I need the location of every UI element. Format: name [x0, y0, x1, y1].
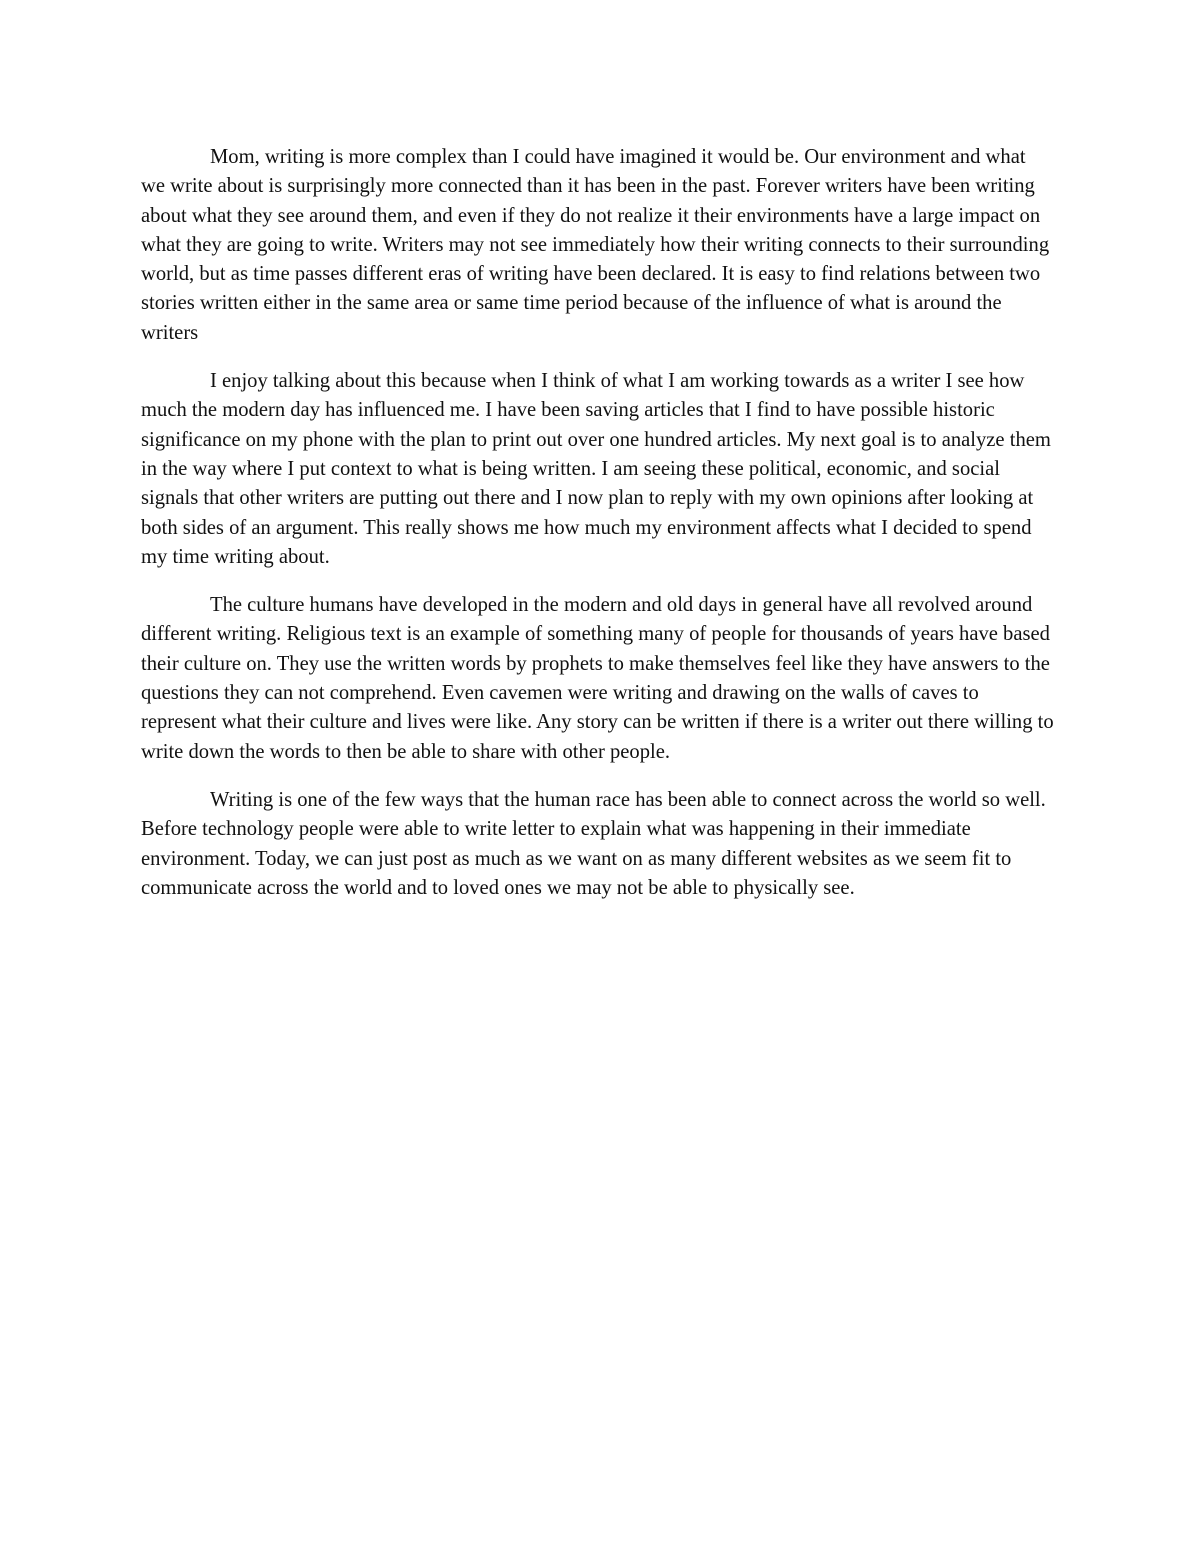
- paragraph-4: Writing is one of the few ways that the human race has been able to connect across the world so well. Before technology people were able to write letter to explain what was happening in their immediate environment. Today, we can just post as much as we want on as many different websites as we seem fit to communicate across the world and to loved ones we may not be able to physically see.: [141, 788, 1046, 899]
- paragraph-1: Mom, writing is more complex than I could have imagined it would be. Our environment and what we write about is surprisingly more connected than it has been in the past. Forever writers have been writing about what they see around them, and even if they do not realize it their environments have a large impact on what they are going to write. Writers may not see immediately how their writing connects to their surrounding world, but as time passes different eras of writing have been declared. It is easy to find relations between two stories written either in the same area or same time period because of the influence of what is around the writers: [141, 146, 1050, 344]
- paragraph-2: I enjoy talking about this because when I think of what I am working towards as a writer I see how much the modern day has influenced me. I have been saving articles that I find to have possible historic significance on my phone with the plan to print out over one hundred articles. My next goal is to analyze them in the way where I put context to what is being written. I am seeing these political, economic, and social signals that other writers are putting out there and I now plan to reply with my own opinions after looking at both sides of an argument. This really shows me how much my environment affects what I decided to spend my time writing about.: [141, 370, 1051, 568]
- paragraph-3: The culture humans have developed in the modern and old days in general have all revolved around different writing. Religious text is an example of something many of people for thousands of years have based their culture on. They use the written words by prophets to make themselves feel like they have answers to the questions they can not comprehend. Even cavemen were writing and drawing on the walls of caves to represent what their culture and lives were like. Any story can be written if there is a writer out there willing to write down the words to then be able to share with other people.: [141, 594, 1054, 763]
